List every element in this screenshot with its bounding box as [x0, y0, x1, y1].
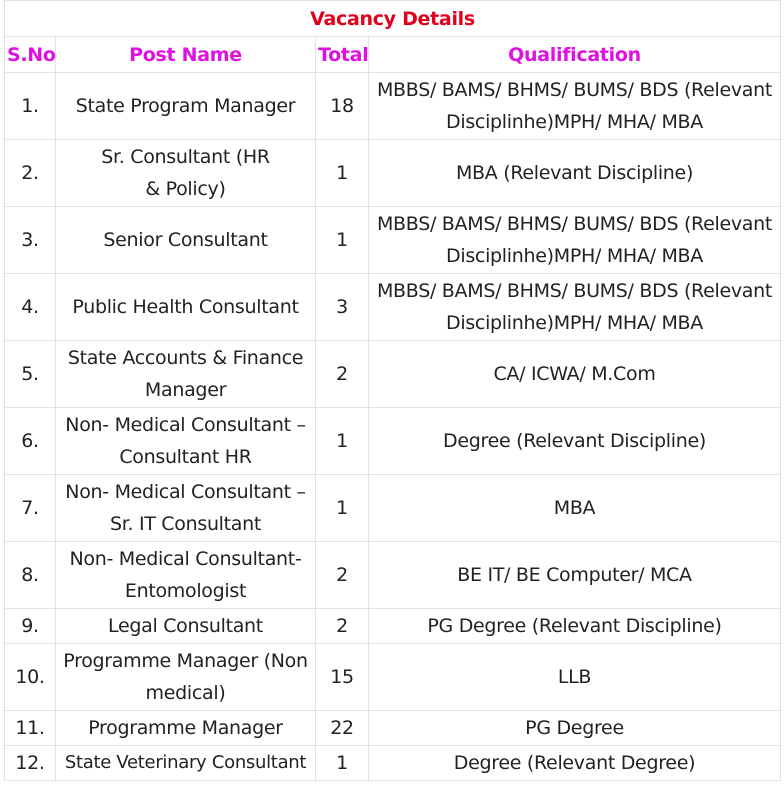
header-post-name: Post Name [56, 37, 316, 73]
cell-post: State Program Manager [56, 73, 316, 140]
cell-qualification: Degree (Relevant Degree) [369, 746, 781, 781]
cell-qualification: PG Degree [369, 711, 781, 746]
cell-total: 3 [316, 274, 369, 341]
cell-total: 1 [316, 746, 369, 781]
cell-sno: 4. [5, 274, 56, 341]
cell-sno: 9. [5, 609, 56, 644]
table-row [5, 609, 781, 644]
table-row [5, 711, 781, 746]
table-row [5, 746, 781, 781]
cell-sno: 12. [5, 746, 56, 781]
cell-sno: 2. [5, 140, 56, 207]
cell-qualification: MBBS/ BAMS/ BHMS/ BUMS/ BDS (Relevant Disciplinhe)MPH/ MHA/ MBA [369, 207, 781, 274]
cell-total: 2 [316, 542, 369, 609]
cell-qualification: MBA (Relevant Discipline) [369, 140, 781, 207]
cell-post: Non- Medical Consultant- Entomologist [56, 542, 316, 609]
cell-sno: 5. [5, 341, 56, 408]
cell-sno: 8. [5, 542, 56, 609]
cell-post: Sr. Consultant (HR & Policy) [56, 140, 316, 207]
cell-qualification: BE IT/ BE Computer/ MCA [369, 542, 781, 609]
cell-post: State Veterinary Consultant [56, 746, 316, 781]
cell-total: 18 [316, 73, 369, 140]
table-row [5, 207, 781, 274]
cell-sno: 10. [5, 644, 56, 711]
cell-total: 1 [316, 408, 369, 475]
cell-post: Senior Consultant [56, 207, 316, 274]
cell-total: 2 [316, 341, 369, 408]
cell-post: Non- Medical Consultant – Sr. IT Consultant [56, 475, 316, 542]
table-row [5, 542, 781, 609]
cell-sno: 11. [5, 711, 56, 746]
cell-qualification: MBBS/ BAMS/ BHMS/ BUMS/ BDS (Relevant Disciplinhe)MPH/ MHA/ MBA [369, 274, 781, 341]
cell-qualification: MBA [369, 475, 781, 542]
header-qualification: Qualification [369, 37, 781, 73]
table-row [5, 475, 781, 542]
table-row [5, 274, 781, 341]
cell-post: Public Health Consultant [56, 274, 316, 341]
cell-total: 2 [316, 609, 369, 644]
cell-qualification: LLB [369, 644, 781, 711]
cell-qualification: Degree (Relevant Discipline) [369, 408, 781, 475]
cell-qualification: CA/ ICWA/ M.Com [369, 341, 781, 408]
vacancy-details-table [4, 0, 781, 781]
cell-qualification: PG Degree (Relevant Discipline) [369, 609, 781, 644]
cell-qualification: MBBS/ BAMS/ BHMS/ BUMS/ BDS (Relevant Disciplinhe)MPH/ MHA/ MBA [369, 73, 781, 140]
table-row [5, 73, 781, 140]
cell-total: 1 [316, 207, 369, 274]
cell-total: 1 [316, 475, 369, 542]
table-row [5, 341, 781, 408]
cell-post: State Accounts & Finance Manager [56, 341, 316, 408]
cell-sno: 1. [5, 73, 56, 140]
header-sno: S.No [5, 37, 56, 73]
cell-sno: 3. [5, 207, 56, 274]
table-row [5, 644, 781, 711]
cell-sno: 7. [5, 475, 56, 542]
cell-total: 1 [316, 140, 369, 207]
header-row [5, 37, 781, 73]
cell-post: Legal Consultant [56, 609, 316, 644]
cell-post: Programme Manager [56, 711, 316, 746]
table-title: Vacancy Details [5, 1, 781, 37]
table-row [5, 140, 781, 207]
cell-total: 22 [316, 711, 369, 746]
table-row [5, 408, 781, 475]
title-row [5, 1, 781, 37]
cell-total: 15 [316, 644, 369, 711]
cell-sno: 6. [5, 408, 56, 475]
header-total: Total [316, 37, 369, 73]
cell-post: Programme Manager (Non medical) [56, 644, 316, 711]
cell-post: Non- Medical Consultant – Consultant HR [56, 408, 316, 475]
